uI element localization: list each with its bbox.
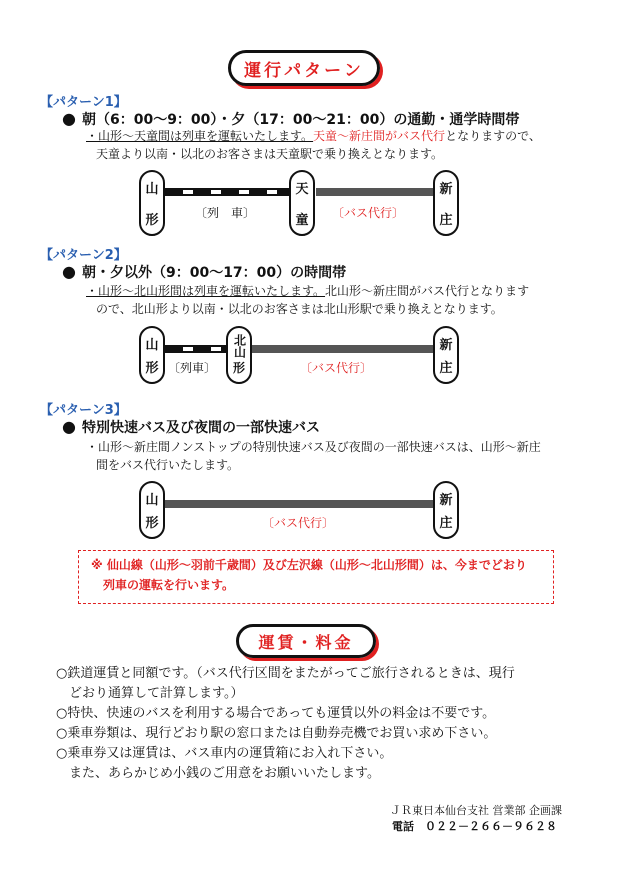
pattern3-heading xyxy=(62,417,320,437)
station-shinjo xyxy=(433,326,459,384)
pattern2-desc-2: ので、北山形より以南・以北のお客さまは北山形駅で乗り換えとなります。 xyxy=(96,302,503,316)
pattern1-label: 【パターン1】 xyxy=(40,95,127,110)
pattern3-desc-1: ・山形～新庄間ノンストップの特別快速バス及び夜間の一部快速バスは、山形～新庄 xyxy=(86,440,541,454)
station-yamagata xyxy=(139,170,165,236)
fare-title xyxy=(236,624,376,658)
station-char: 庄 xyxy=(439,516,453,531)
bullet-icon: ● xyxy=(62,262,76,281)
station-char: 庄 xyxy=(439,361,453,376)
station-yamagata xyxy=(139,326,165,384)
pattern3-desc-2: 間をバス代行いたします。 xyxy=(96,458,240,472)
bus-segment xyxy=(252,345,434,353)
pattern1-desc-b: 天童～新庄間がバス代行 xyxy=(313,129,446,143)
station-char: 北山 xyxy=(232,334,247,358)
pattern1-heading xyxy=(62,109,519,129)
station-kitayamagata xyxy=(226,326,252,384)
page-title-text: 運行パターン xyxy=(244,60,364,81)
bus-segment-label: 〔バス代行〕 xyxy=(300,361,373,375)
notice-box xyxy=(78,550,554,604)
rail-segment xyxy=(165,345,227,353)
fare-item: ○鉄道運賃と同額です。（バス代行区間をまたがってご旅行されるときは、現行 xyxy=(56,666,515,681)
pattern1-desc-2: 天童より以南・以北のお客さまは天童駅で乗り換えとなります。 xyxy=(96,147,444,161)
rail-segment-label: 〔列車〕 xyxy=(168,361,217,375)
station-char: 形 xyxy=(145,361,159,376)
station-char: 新 xyxy=(439,493,453,508)
station-char: 新 xyxy=(439,182,453,197)
station-char: 新 xyxy=(439,338,453,353)
bus-segment-label: 〔バス代行〕 xyxy=(262,516,335,530)
pattern2-desc-a: ・山形～北山形間は列車を運転いたします。 xyxy=(86,284,326,298)
bus-segment xyxy=(165,500,434,508)
footer-org: ＪＲ東日本仙台支社 営業部 企画課 xyxy=(390,804,562,817)
notice-line: ※ 仙山線（山形～羽前千歳間）及び左沢線（山形～北山形間）は、今までどおり xyxy=(91,558,527,572)
pattern2-heading xyxy=(62,262,346,282)
bullet-icon: ● xyxy=(62,109,76,128)
pattern1-desc-a: ・山形～天童間は列車を運転いたします。 xyxy=(86,129,314,143)
pattern1-desc-c: となりますので、 xyxy=(445,129,541,143)
fare-item: ○乗車券又は運賃は、バス車内の運賃箱にお入れ下さい。 xyxy=(56,746,393,761)
pattern2-desc xyxy=(86,282,529,318)
station-char: 形 xyxy=(145,516,159,531)
pattern3-desc xyxy=(86,438,541,474)
station-shinjo xyxy=(433,170,459,236)
station-char: 童 xyxy=(295,213,309,228)
station-char: 形 xyxy=(232,361,245,375)
fare-item: ○特快、快速のバスを利用する場合であっても運賃以外の料金は不要です。 xyxy=(56,706,496,721)
fare-item: また、あらかじめ小銭のご用意をお願いいたします。 xyxy=(56,766,380,781)
bus-segment-label: 〔バス代行〕 xyxy=(332,206,405,220)
notice-line: 列車の運転を行います。 xyxy=(103,578,235,592)
station-char: 山 xyxy=(145,493,159,508)
pattern2-label: 【パターン2】 xyxy=(40,248,127,263)
pattern3-heading-text: 特別快速バス及び夜間の一部快速バス xyxy=(81,420,320,436)
station-char: 山 xyxy=(145,182,159,197)
bullet-icon: ● xyxy=(62,417,76,436)
station-char: 天 xyxy=(295,182,309,197)
pattern2-desc-b: 北山形～新庄間がバス代行となりま xyxy=(325,284,518,298)
station-tendo xyxy=(289,170,315,236)
station-char: 庄 xyxy=(439,213,453,228)
rail-segment-label: 〔列 車〕 xyxy=(195,206,256,220)
station-char: 山 xyxy=(145,338,159,353)
station-yamagata xyxy=(139,481,165,539)
fare-title-text: 運賃・料金 xyxy=(258,632,354,652)
page-title xyxy=(228,50,380,86)
pattern2-heading-text: 朝・夕以外（9：00～17：00）の時間帯 xyxy=(81,265,347,281)
bus-segment xyxy=(316,188,434,196)
pattern1-desc xyxy=(86,127,541,163)
fare-item: ○乗車券類は、現行どおり駅の窓口または自動券売機でお買い求め下さい。 xyxy=(56,726,497,741)
station-shinjo xyxy=(433,481,459,539)
station-char: 形 xyxy=(145,213,159,228)
pattern3-label: 【パターン3】 xyxy=(40,403,127,418)
rail-segment xyxy=(165,188,290,196)
pattern1-heading-text: 朝（6：00～9：00）・夕（17：00～21：00）の通勤・通学時間帯 xyxy=(81,112,520,128)
footer-tel: 電話 ０２２－２６６－９６２８ xyxy=(392,820,557,833)
fare-item: どおり通算して計算します。） xyxy=(56,686,244,701)
pattern2-desc-c: す xyxy=(517,284,530,298)
